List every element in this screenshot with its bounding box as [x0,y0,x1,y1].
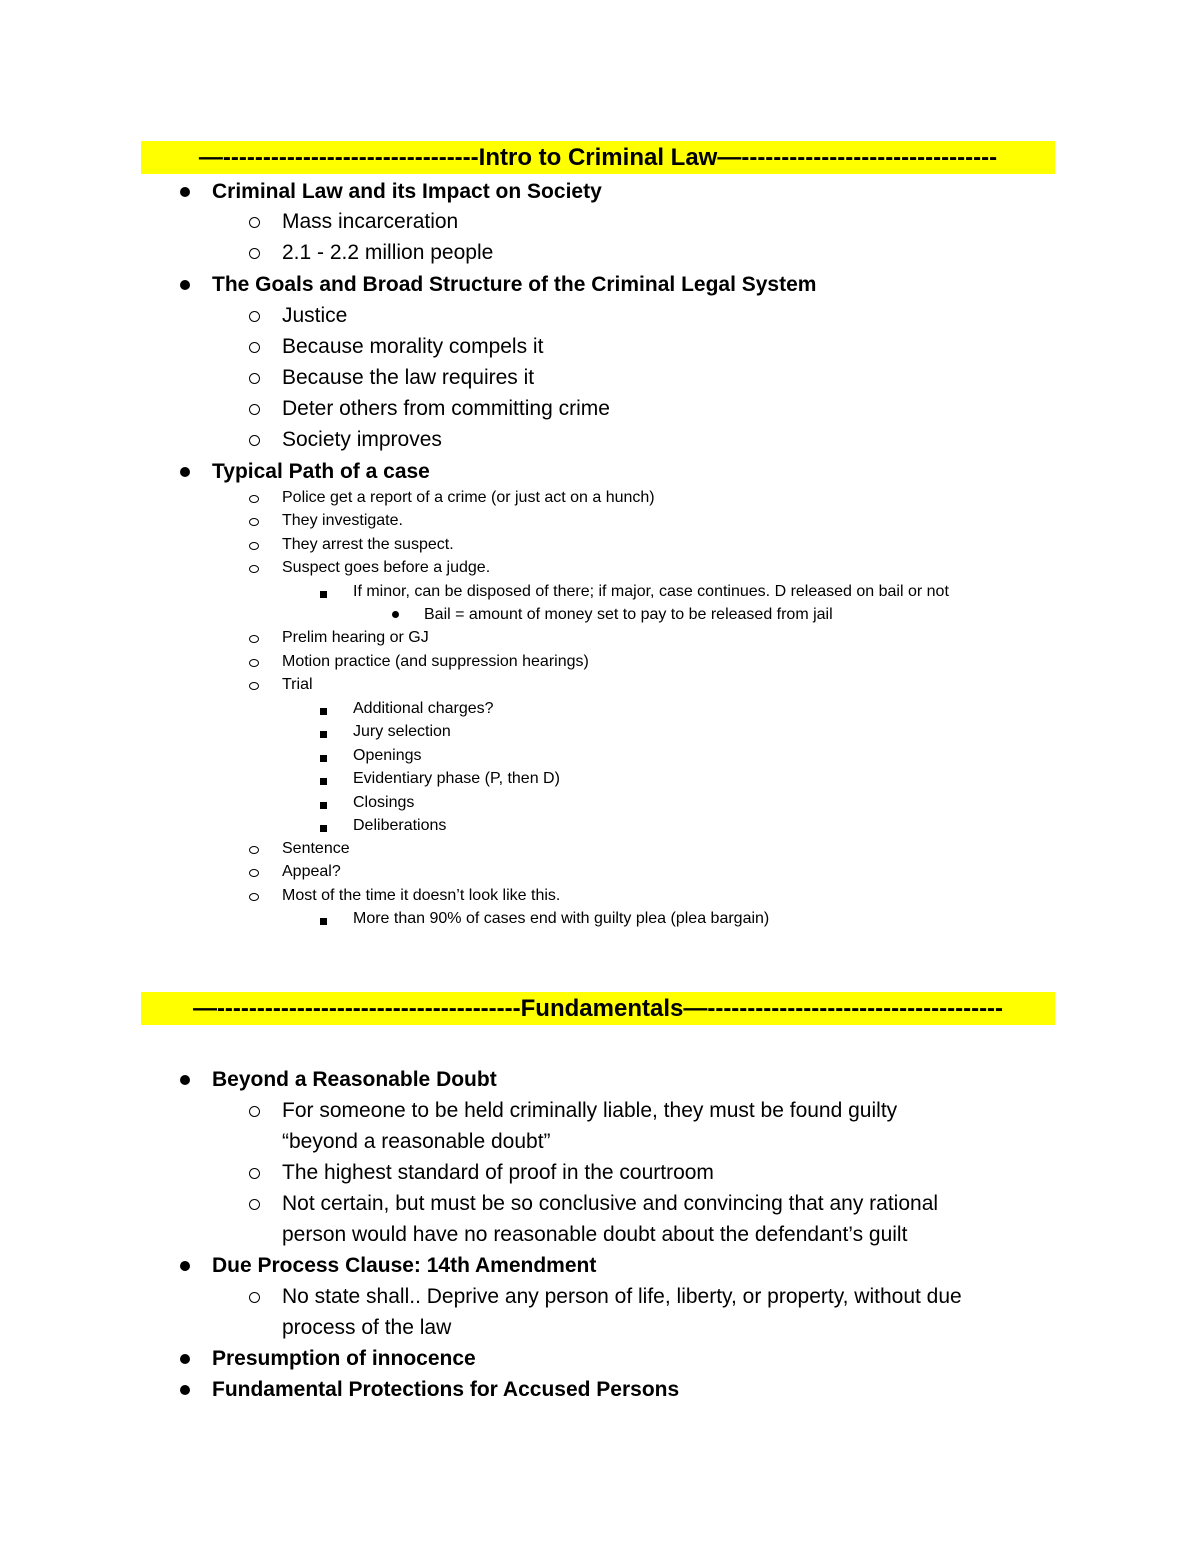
bullet-circle-icon [249,635,259,643]
point-text: Mass incarceration [282,210,459,233]
step-text: Trial [282,676,313,693]
step-text: If minor, can be disposed of there; if major, case continues. D released on bail or not [353,583,949,600]
bullet-dot-icon [180,280,190,290]
bullet-circle-icon [249,1106,260,1117]
step-text: Motion practice (and suppression hearings) [282,653,589,670]
step-text: Bail = amount of money set to pay to be released from jail [424,606,833,623]
bullet-dot-icon [180,467,190,477]
bullet-circle-icon [249,542,259,550]
point-text: Deter others from committing crime [282,397,610,420]
point-text: The highest standard of proof in the courtroom [282,1161,714,1184]
step-text: They arrest the suspect. [282,536,454,553]
bullet-circle-icon [249,846,259,854]
point-text: 2.1 - 2.2 million people [282,241,494,264]
bullet-square-icon [320,825,327,832]
step-text: Suspect goes before a judge. [282,559,491,576]
bullet-square-icon [320,802,327,809]
step-text: They investigate. [282,512,403,529]
step-text: Most of the time it doesn’t look like this. [282,887,561,904]
step-text: Prelim hearing or GJ [282,629,429,646]
point-text: For someone to be held criminally liable, they must be found guilty [282,1099,898,1122]
topic-typical-path: Typical Path of a case [212,460,430,483]
bullet-circle-icon [249,682,259,690]
point-text: process of the law [282,1316,452,1339]
bullet-square-icon [320,731,327,738]
bullet-circle-icon [249,311,260,322]
bullet-circle-icon [249,1292,260,1303]
step-text: Jury selection [353,723,451,740]
bullet-circle-icon [249,248,260,259]
bullet-square-icon [320,918,327,925]
bullet-circle-icon [249,659,259,667]
topic-fundamental-protections: Fundamental Protections for Accused Persons [212,1378,680,1401]
topic-due-process: Due Process Clause: 14th Amendment [212,1254,597,1277]
bullet-circle-icon [249,1168,260,1179]
bullet-circle-icon [249,565,259,573]
section-heading-intro: —--------------------------------Intro to Criminal Law—-------------------------------- [141,141,1055,174]
topic-reasonable-doubt: Beyond a Reasonable Doubt [212,1068,497,1091]
bullet-circle-icon [249,518,259,526]
bullet-dot-icon [180,1075,190,1085]
bullet-dot-icon [180,1354,190,1364]
bullet-circle-icon [249,1199,260,1210]
topic-criminal-law-impact: Criminal Law and its Impact on Society [212,180,602,203]
bullet-square-icon [320,708,327,715]
point-text: No state shall.. Deprive any person of life, liberty, or property, without due [282,1285,962,1308]
point-text: Not certain, but must be so conclusive and convincing that any rational [282,1192,939,1215]
bullet-circle-icon [249,893,259,901]
topic-presumption-innocence: Presumption of innocence [212,1347,476,1370]
step-text: Appeal? [282,863,341,880]
point-text: Because the law requires it [282,366,535,389]
point-text: “beyond a reasonable doubt” [282,1130,551,1153]
step-text: Closings [353,794,415,811]
step-text: Openings [353,747,422,764]
bullet-circle-icon [249,373,260,384]
step-text: More than 90% of cases end with guilty plea (plea bargain) [353,910,770,927]
bullet-circle-icon [249,217,260,228]
step-text: Additional charges? [353,700,494,717]
bullet-circle-icon [249,495,259,503]
bullet-square-icon [320,778,327,785]
bullet-dot-icon [180,1385,190,1395]
bullet-circle-icon [249,404,260,415]
bullet-dot-icon [180,1261,190,1271]
point-text: Because morality compels it [282,335,544,358]
topic-goals-structure: The Goals and Broad Structure of the Criminal Legal System [212,273,817,296]
bullet-circle-icon [249,869,259,877]
bullet-square-icon [320,591,327,598]
point-text: person would have no reasonable doubt about the defendant’s guilt [282,1223,908,1246]
point-text: Society improves [282,428,442,451]
step-text: Deliberations [353,817,447,834]
step-text: Evidentiary phase (P, then D) [353,770,560,787]
point-text: Justice [282,304,348,327]
bullet-circle-icon [249,342,260,353]
section-heading-fundamentals: —--------------------------------------Fundamentals—------------------------------------- [141,992,1055,1025]
bullet-circle-icon [249,435,260,446]
step-text: Police get a report of a crime (or just act on a hunch) [282,489,655,506]
bullet-dot-icon [180,187,190,197]
bullet-dot-icon [392,611,399,618]
step-text: Sentence [282,840,350,857]
bullet-square-icon [320,755,327,762]
